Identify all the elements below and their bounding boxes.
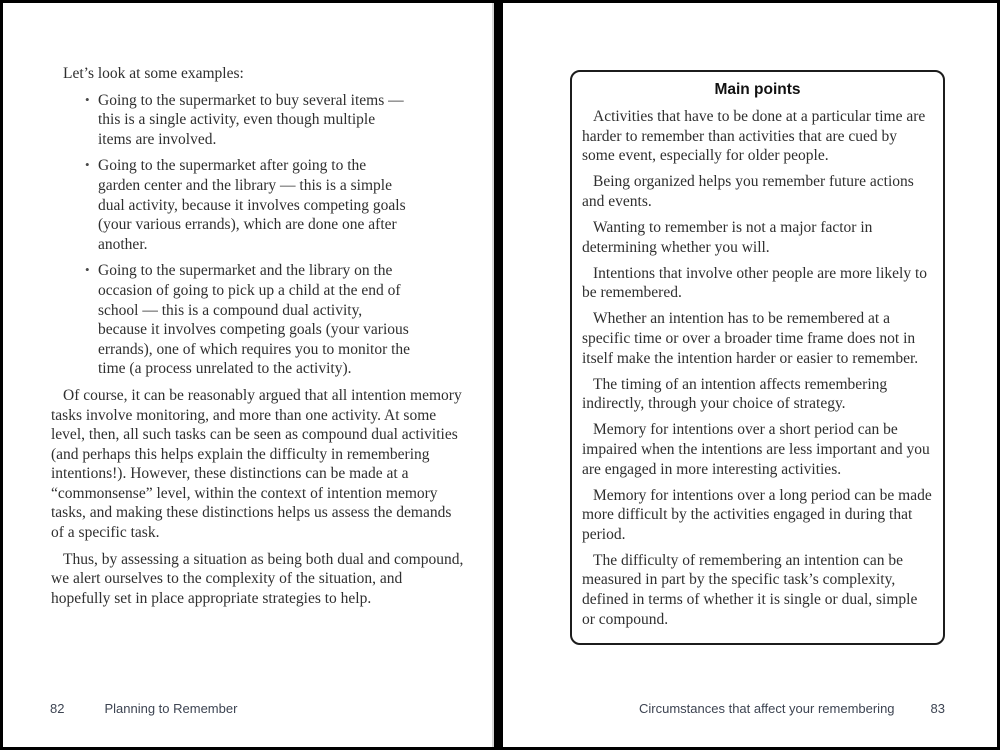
main-points-box bbox=[570, 70, 945, 645]
page-number: 82 bbox=[50, 701, 65, 716]
list-item bbox=[85, 261, 411, 379]
right-page-footer bbox=[639, 701, 945, 716]
paragraph: Of course, it can be reasonably argued that all intention memory tasks involve monitoring, and more than one activity. At some level, then, all such tasks can be seen as compound dual activities (and perhaps this helps explain the difficulty in remembering intentions!). However, these distinctions can be made at a “commonsense” level, within the context of intention memory tasks, and making these distinctions helps us assess the demands of a specific task. bbox=[51, 386, 462, 542]
main-point: The timing of an intention affects remembering indirectly, through your choice of strategy. bbox=[582, 375, 888, 413]
bullet-text: Going to the supermarket and the library on the occasion of going to pick up a child at the end of school — this is a compound dual activity, because it involves competing goals (your various errands), one of which requires you to monitor the time (a process unrelated to the activity). bbox=[98, 262, 411, 378]
main-point: Memory for intentions over a long period can be made more difficult by the activities engaged in during that period. bbox=[582, 486, 932, 543]
example-bullet-list bbox=[85, 91, 411, 379]
page-number: 83 bbox=[930, 701, 945, 716]
bullet-dot-icon: • bbox=[85, 157, 90, 173]
main-point: Memory for intentions over a short period can be impaired when the intentions are less important and you are engaged in more interesting activities. bbox=[582, 421, 930, 478]
page-right bbox=[503, 3, 997, 747]
main-point: Being organized helps you remember future actions and events. bbox=[582, 173, 914, 210]
bullet-text: Going to the supermarket after going to the garden center and the library — this is a simple dual activity, because it involves competing goals (your various errands), which are done one after another. bbox=[98, 157, 406, 253]
main-point: The difficulty of remembering an intention can be measured in part by the specific task’s complexity, defined in terms of whether it is single or dual, simple or compound. bbox=[582, 551, 918, 628]
left-page-footer bbox=[50, 701, 237, 716]
running-header: Circumstances that affect your remembering bbox=[639, 701, 895, 716]
intro-line: Let’s look at some examples: bbox=[63, 65, 244, 82]
main-point: Wanting to remember is not a major factor in determining whether you will. bbox=[582, 218, 873, 256]
main-point: Whether an intention has to be remembered at a specific time or over a broader time frame does not in itself make the intention harder or easier to remember. bbox=[582, 310, 919, 367]
bullet-dot-icon: • bbox=[85, 262, 90, 278]
main-point: Activities that have to be done at a particular time are harder to remember than activities that are cued by some event, especially for older people. bbox=[582, 108, 926, 165]
list-item bbox=[85, 156, 411, 254]
main-point: Intentions that involve other people are more likely to be remembered. bbox=[582, 264, 928, 302]
bullet-dot-icon: • bbox=[85, 91, 90, 107]
box-title: Main points bbox=[714, 81, 801, 98]
running-header: Planning to Remember bbox=[104, 701, 238, 716]
bullet-text: Going to the supermarket to buy several items — this is a single activity, even though multiple items are involved. bbox=[98, 91, 404, 148]
left-page-body bbox=[51, 64, 465, 615]
spine-gutter bbox=[494, 3, 503, 747]
list-item bbox=[85, 91, 411, 150]
paragraph: Thus, by assessing a situation as being both dual and compound, we alert ourselves to the complexity of the situation, and hopefully set in place appropriate strategies to help. bbox=[51, 550, 464, 607]
page-left bbox=[3, 3, 492, 747]
